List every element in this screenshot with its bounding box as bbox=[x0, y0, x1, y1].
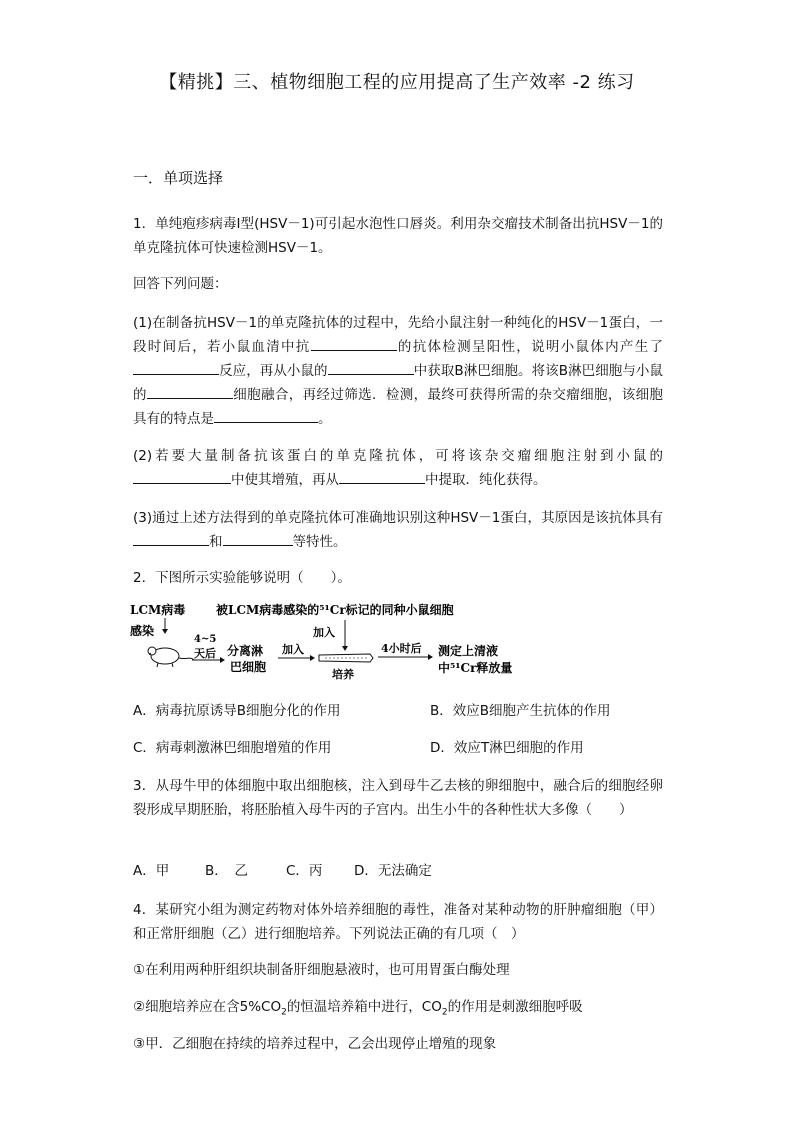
q4-statement-2 bbox=[133, 997, 583, 1023]
q2-option-d[interactable]: D．效应T淋巴细胞的作用 bbox=[430, 740, 584, 756]
arrow-days-head bbox=[220, 657, 225, 663]
diagram-days-label: 天后 bbox=[194, 647, 216, 660]
q4-s2-sub-2: 2 bbox=[441, 1007, 448, 1018]
q4-s2-text-b: 的恒温培养箱中进行，CO bbox=[286, 999, 442, 1015]
q1-part1-text-e: 细胞融合，再经过筛选．检测，最终可获得所需的杂交瘤细胞，该细胞具有的特点是 bbox=[133, 387, 663, 427]
q1-prompt: 回答下列问题： bbox=[133, 276, 228, 292]
q1-blank-2[interactable] bbox=[133, 360, 219, 375]
diagram-culture-label: 培养 bbox=[332, 668, 354, 681]
q1-part3-text-b: 和 bbox=[209, 534, 223, 550]
q1-part1-text-c: 反应，再从小鼠的 bbox=[219, 363, 328, 379]
mouse-icon bbox=[148, 647, 194, 667]
q4-statement-3: ③甲．乙细胞在持续的培养过程中，乙会出现停止增殖的现象 bbox=[133, 1036, 497, 1052]
q1-part3-text-c: 等特性。 bbox=[292, 534, 347, 550]
q2-stem: 2．下图所示实验能够说明（ ）。 bbox=[133, 570, 351, 586]
q4-s2-text-a: ②细胞培养应在含5%CO bbox=[133, 999, 282, 1015]
q1-blank-4[interactable] bbox=[147, 384, 233, 399]
q4-s2-text-c: 的作用是刺激细胞呼吸 bbox=[447, 999, 583, 1015]
q1-blank-1[interactable] bbox=[311, 336, 397, 351]
q1-blank-5[interactable] bbox=[214, 408, 318, 423]
q1-blank-7[interactable] bbox=[339, 469, 425, 484]
diagram-separate-1: 分离淋 bbox=[227, 644, 264, 658]
diagram-measure-1: 测定上清液 bbox=[438, 644, 499, 658]
q2-diagram bbox=[130, 600, 530, 682]
arrow-add2-head bbox=[342, 646, 348, 651]
diagram-hours-label: 4小时后 bbox=[381, 642, 422, 655]
q1-part2-text-a: (2)若要大量制备抗该蛋白的单克隆抗体，可将该杂交瘤细胞注射到小鼠的 bbox=[133, 448, 663, 464]
arrow-virus-down-head bbox=[162, 629, 168, 634]
q4-s2-sub-1: 2 bbox=[281, 1007, 287, 1018]
diagram-infect-label: 感染 bbox=[130, 624, 155, 638]
q4-statement-1: ①在利用两种肝组织块制备肝细胞悬液时，也可用胃蛋白酶处理 bbox=[133, 962, 510, 978]
q2-option-a[interactable]: A．病毒抗原诱导B细胞分化的作用 bbox=[133, 703, 341, 719]
q1-part1-text-b: 的抗体检测呈阳性，说明小鼠体内产生了 bbox=[396, 339, 664, 355]
diagram-cells-label: 被LCM病毒感染的⁵¹Cr标记的同种小鼠细胞 bbox=[216, 603, 454, 617]
q1-part3 bbox=[133, 506, 663, 554]
section-heading: 一．单项选择 bbox=[133, 169, 224, 187]
q1-part3-text-a: (3)通过上述方法得到的单克隆抗体可准确地识别这种HSV－1蛋白，其原因是该抗体具有 bbox=[133, 510, 663, 526]
q1-part1-text-f: 。 bbox=[318, 411, 332, 427]
q3-option-d[interactable]: D．无法确定 bbox=[354, 863, 432, 879]
q3-option-a[interactable]: A．甲 bbox=[133, 863, 170, 879]
diagram-add2-label: 加入 bbox=[313, 626, 335, 639]
page-title: 【精挑】三、植物细胞工程的应用提高了生产效率 -2 练习 bbox=[159, 72, 635, 93]
q3-option-c[interactable]: C．丙 bbox=[286, 863, 323, 879]
arrow-hours-head bbox=[428, 654, 433, 660]
q1-part2-text-c: 中提取．纯化获得。 bbox=[425, 472, 547, 488]
diagram-add1-label: 加入 bbox=[282, 643, 304, 656]
q1-part2-text-b: 中使其增殖，再从 bbox=[231, 472, 339, 488]
q1-part2 bbox=[133, 444, 663, 492]
q1-part1 bbox=[133, 311, 663, 431]
q1-part1-text-d: 中获取B淋巴细胞。将该B淋巴细胞与小鼠的 bbox=[133, 363, 663, 403]
q1-blank-6[interactable] bbox=[133, 469, 231, 484]
diagram-separate-2: 巴细胞 bbox=[230, 660, 267, 674]
q3-option-b[interactable]: B． 乙 bbox=[205, 863, 249, 879]
diagram-days-num: 4~5 bbox=[194, 634, 217, 645]
q1-blank-3[interactable] bbox=[328, 360, 414, 375]
q1-part1-text-a: (1)在制备抗HSV－1的单克隆抗体的过程中，先给小鼠注射一种纯化的HSV－1蛋白，一段时间后，若小鼠血清中抗 bbox=[133, 315, 663, 355]
q3-stem: 3．从母牛甲的体细胞中取出细胞核，注入到母牛乙去核的卵细胞中，融合后的细胞经卵裂形成早期胚胎，将胚胎植入母牛丙的子宫内。出生小牛的各种性状大多像（ ） bbox=[133, 778, 663, 818]
q1-blank-8[interactable] bbox=[133, 531, 209, 546]
q1-stem: 1．单纯疱疹病毒Ⅰ型(HSV－1)可引起水泡性口唇炎。利用杂交瘤技术制备出抗HSV－1的单克隆抗体可快速检测HSV－1。 bbox=[133, 216, 663, 256]
q2-option-b[interactable]: B．效应B细胞产生抗体的作用 bbox=[430, 703, 611, 719]
q4-stem: 4．某研究小组为测定药物对体外培养细胞的毒性，准备对某种动物的肝肿瘤细胞（甲）和正常肝细胞（乙）进行细胞培养。下列说法正确的有几项（ ） bbox=[133, 902, 663, 942]
q1-blank-9[interactable] bbox=[223, 531, 293, 546]
arrow-add1-head bbox=[310, 655, 315, 661]
diagram-virus-label: LCM病毒 bbox=[130, 603, 186, 617]
culture-tube-icon bbox=[319, 654, 373, 662]
diagram-measure-2: 中⁵¹Cr释放量 bbox=[438, 661, 513, 675]
q2-option-c[interactable]: C．病毒刺激淋巴细胞增殖的作用 bbox=[133, 740, 332, 756]
